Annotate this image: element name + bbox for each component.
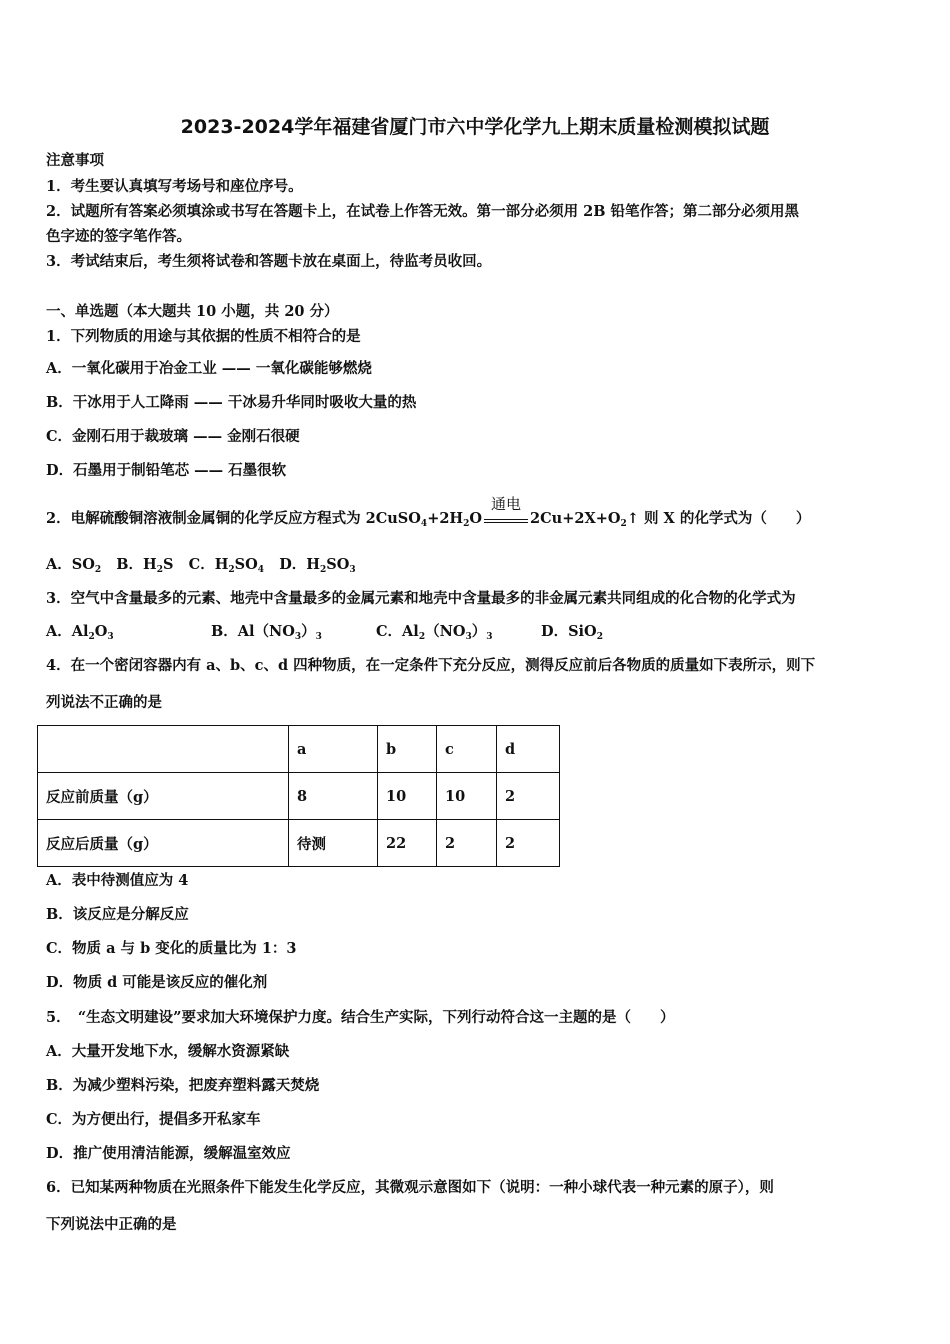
table-cell: 8 bbox=[289, 773, 378, 820]
subscript: 2 bbox=[463, 519, 470, 529]
question-1-stem: 1．下列物质的用途与其依据的性质不相符合的是 bbox=[46, 328, 361, 345]
question-2-stem bbox=[46, 495, 811, 534]
question-6-stem-cont: 下列说法中正确的是 bbox=[46, 1216, 177, 1233]
table-cell: 反应后质量（g） bbox=[38, 820, 289, 867]
q2-text: +2H bbox=[427, 510, 464, 527]
subscript: 2 bbox=[596, 632, 603, 642]
subscript: 2 bbox=[156, 565, 164, 575]
question-5-option: B．为减少塑料污染，把废弃塑料露天焚烧 bbox=[46, 1077, 320, 1094]
notice-item: 色字迹的签字笔作答。 bbox=[46, 228, 191, 245]
option-c: C．H bbox=[188, 556, 229, 573]
condition-label: 通电 bbox=[491, 495, 522, 513]
equals-bar bbox=[484, 519, 528, 523]
subscript: 4 bbox=[257, 565, 265, 575]
question-1-option: C．金刚石用于裁玻璃 —— 金刚石很硬 bbox=[46, 428, 300, 445]
option-b-tail: S bbox=[163, 556, 174, 573]
subscript: 4 bbox=[420, 519, 428, 529]
option-d-text: D．SiO bbox=[541, 623, 597, 640]
option-c-text: C．Al bbox=[376, 623, 419, 640]
table-cell: c bbox=[437, 726, 497, 773]
subscript: 3 bbox=[107, 632, 114, 642]
option-b-tail: ） bbox=[301, 623, 316, 640]
q2-text: 则 X 的化学式为（ ） bbox=[638, 510, 811, 527]
q2-text: O bbox=[469, 510, 483, 527]
question-5-option: D．推广使用清洁能源，缓解温室效应 bbox=[46, 1145, 291, 1162]
table-cell: 待测 bbox=[289, 820, 378, 867]
question-5-stem: 5． “生态文明建设”要求加大环境保护力度。结合生产实际，下列行动符合这一主题的是（ ） bbox=[46, 1009, 675, 1026]
question-4-option: A．表中待测值应为 4 bbox=[46, 872, 189, 889]
question-3-options bbox=[46, 622, 603, 647]
subscript: 3 bbox=[294, 632, 302, 642]
question-5-option: C．为方便出行，提倡多开私家车 bbox=[46, 1111, 261, 1128]
subscript: 3 bbox=[486, 632, 493, 642]
notice-item: 3．考试结束后，考生须将试卷和答题卡放在桌面上，待监考员收回。 bbox=[46, 253, 492, 270]
table-cell: 2 bbox=[497, 820, 560, 867]
section-heading: 一、单选题（本大题共 10 小题，共 20 分） bbox=[46, 303, 339, 320]
option-a-text: A．Al bbox=[46, 623, 89, 640]
table-cell: 2 bbox=[437, 820, 497, 867]
option-b bbox=[211, 622, 376, 647]
option-c bbox=[376, 622, 541, 647]
option-d-tail: SO bbox=[326, 556, 350, 573]
table-cell: d bbox=[497, 726, 560, 773]
subscript: 2 bbox=[418, 632, 426, 642]
q2-text: 2Cu+2X+O bbox=[530, 510, 621, 527]
gas-arrow-icon: ↑ bbox=[626, 510, 639, 527]
option-c-tail: SO bbox=[234, 556, 258, 573]
q2-text: 2．电解硫酸铜溶液制金属铜的化学反应方程式为 2CuSO bbox=[46, 510, 421, 527]
option-c-tail: ） bbox=[471, 623, 487, 640]
reaction-condition bbox=[484, 495, 528, 523]
table-row bbox=[38, 773, 560, 820]
subscript: 2 bbox=[94, 565, 102, 575]
option-a: A．SO bbox=[46, 556, 95, 573]
notice-item: 2．试题所有答案必须填涂或书写在答题卡上，在试卷上作答无效。第一部分必须用 2B 铅笔作答；第二部分必须用黑 bbox=[46, 203, 800, 220]
question-1-option: A．一氧化碳用于冶金工业 —— 一氧化碳能够燃烧 bbox=[46, 360, 372, 377]
option-d: D．H bbox=[279, 556, 320, 573]
table-row bbox=[38, 820, 560, 867]
table-cell: 22 bbox=[378, 820, 437, 867]
table-cell: b bbox=[378, 726, 437, 773]
table-cell: 反应前质量（g） bbox=[38, 773, 289, 820]
option-b-text: B．Al（NO bbox=[211, 623, 295, 640]
question-1-option: B．干冰用于人工降雨 —— 干冰易升华同时吸收大量的热 bbox=[46, 394, 417, 411]
table-cell: 2 bbox=[497, 773, 560, 820]
table-cell: a bbox=[289, 726, 378, 773]
question-4-option: D．物质 d 可能是该反应的催化剂 bbox=[46, 974, 268, 991]
subscript: 2 bbox=[620, 519, 627, 529]
question-2-options bbox=[46, 555, 356, 580]
table-header-row bbox=[38, 726, 560, 773]
question-3-stem: 3．空气中含量最多的元素、地壳中含量最多的金属元素和地壳中含量最多的非金属元素共同组成的化合物的化学式为 bbox=[46, 590, 796, 607]
option-b: B．H bbox=[116, 556, 157, 573]
notice-item: 1．考生要认真填写考场号和座位序号。 bbox=[46, 178, 303, 195]
mass-table bbox=[37, 725, 560, 867]
exam-title: 2023-2024学年福建省厦门市六中学化学九上期末质量检测模拟试题 bbox=[180, 116, 770, 138]
subscript: 3 bbox=[465, 632, 472, 642]
subscript: 3 bbox=[315, 632, 322, 642]
question-4-option: B．该反应是分解反应 bbox=[46, 906, 189, 923]
option-a bbox=[46, 622, 211, 647]
question-4-stem: 4．在一个密闭容器内有 a、b、c、d 四种物质，在一定条件下充分反应，测得反应前后各物质的质量如下表所示，则下 bbox=[46, 657, 816, 674]
option-d bbox=[541, 623, 603, 640]
subscript: 2 bbox=[88, 632, 95, 642]
question-4-stem-cont: 列说法不正确的是 bbox=[46, 694, 162, 711]
question-1-option: D．石墨用于制铅笔芯 —— 石墨很软 bbox=[46, 462, 287, 479]
subscript: 2 bbox=[228, 565, 235, 575]
option-c-tail: （NO bbox=[425, 623, 466, 640]
option-a-tail: O bbox=[94, 623, 108, 640]
table-cell: 10 bbox=[378, 773, 437, 820]
table-cell bbox=[38, 726, 289, 773]
notice-heading: 注意事项 bbox=[46, 152, 104, 169]
subscript: 3 bbox=[349, 565, 356, 575]
question-6-stem: 6．已知某两种物质在光照条件下能发生化学反应，其微观示意图如下（说明：一种小球代表一种元素的原子），则 bbox=[46, 1179, 774, 1196]
table-cell: 10 bbox=[437, 773, 497, 820]
subscript: 2 bbox=[319, 565, 327, 575]
question-5-option: A．大量开发地下水，缓解水资源紧缺 bbox=[46, 1043, 290, 1060]
question-4-option: C．物质 a 与 b 变化的质量比为 1：3 bbox=[46, 940, 297, 957]
